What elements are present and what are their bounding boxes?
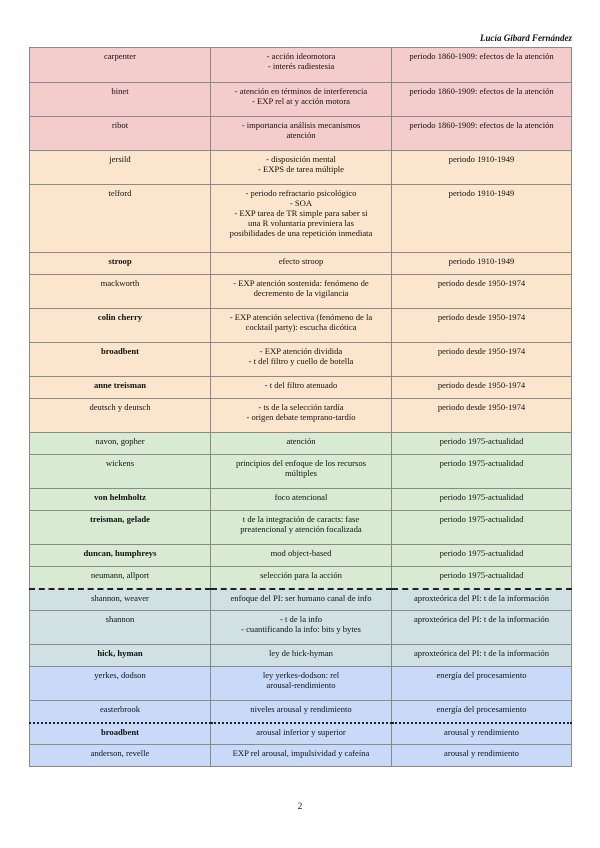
author-cell: deutsch y deutsch [30, 399, 211, 433]
table-row [30, 48, 572, 83]
period-cell: energía del procesamiento [392, 701, 572, 723]
table-row [30, 83, 572, 117]
period-cell: energía del procesamiento [392, 667, 572, 701]
author-cell: shannon, weaver [30, 589, 211, 611]
table-row [30, 377, 572, 399]
contribution-cell: - ts de la selección tardía - origen debate temprano-tardío [211, 399, 392, 433]
contribution-cell: ley de hick-hyman [211, 645, 392, 667]
period-cell: periodo desde 1950-1974 [392, 399, 572, 433]
period-cell: arousal y rendimiento [392, 723, 572, 745]
contribution-cell: selección para la acción [211, 567, 392, 589]
author-cell: broadbent [30, 723, 211, 745]
period-cell: aproxteórica del PI: t de la información [392, 611, 572, 645]
period-cell: periodo desde 1950-1974 [392, 377, 572, 399]
author-cell: ribot [30, 117, 211, 151]
contribution-cell: - periodo refractario psicológico - SOA - EXP tarea de TR simple para saber si una R voluntaria previniera las posibilidades de una repetición inmediata [211, 185, 392, 253]
period-cell: arousal y rendimiento [392, 745, 572, 767]
author-cell: treisman, gelade [30, 511, 211, 545]
author-cell: colin cherry [30, 309, 211, 343]
contribution-cell: - disposición mental - EXPS de tarea múltiple [211, 151, 392, 185]
table-body [30, 48, 572, 767]
table-row [30, 589, 572, 611]
contribution-cell: foco atencional [211, 489, 392, 511]
document-author: Lucía Gibard Fernández [479, 33, 572, 43]
table-row [30, 433, 572, 455]
contribution-cell: enfoque del PI: ser humano canal de info [211, 589, 392, 611]
table-row [30, 745, 572, 767]
table-row [30, 645, 572, 667]
period-cell: periodo 1910-1949 [392, 151, 572, 185]
contribution-cell: - acción ideomotora - interés radiestesia [211, 48, 392, 83]
table-row [30, 667, 572, 701]
period-cell: periodo 1910-1949 [392, 185, 572, 253]
contribution-cell: t de la integración de caracts: fase preatencional y atención focalizada [211, 511, 392, 545]
author-cell: shannon [30, 611, 211, 645]
author-cell: anderson, revelle [30, 745, 211, 767]
author-cell: wickens [30, 455, 211, 489]
author-cell: binet [30, 83, 211, 117]
contribution-cell: - EXP atención selectiva (fenómeno de la cocktail party): escucha dicótica [211, 309, 392, 343]
contribution-cell: - importancia análisis mecanismos atención [211, 117, 392, 151]
contribution-cell: - EXP atención dividida - t del filtro y cuello de botella [211, 343, 392, 377]
contribution-cell: arousal inferior y superior [211, 723, 392, 745]
contribution-cell: ley yerkes-dodson: rel arousal-rendimiento [211, 667, 392, 701]
author-cell: von helmholtz [30, 489, 211, 511]
author-cell: telford [30, 185, 211, 253]
period-cell: periodo 1975-actualidad [392, 511, 572, 545]
table-row [30, 343, 572, 377]
author-cell: stroop [30, 253, 211, 275]
table-row [30, 117, 572, 151]
author-cell: easterbrook [30, 701, 211, 723]
author-cell: anne treisman [30, 377, 211, 399]
period-cell: periodo desde 1950-1974 [392, 343, 572, 377]
period-cell: periodo 1860-1909: efectos de la atención [392, 117, 572, 151]
period-cell: periodo 1975-actualidad [392, 545, 572, 567]
contribution-cell: - EXP atención sostenida: fenómeno de decremento de la vigilancia [211, 275, 392, 309]
contribution-cell: mod object-based [211, 545, 392, 567]
period-cell: periodo 1910-1949 [392, 253, 572, 275]
contribution-cell: - atención en términos de interferencia - EXP rel at y acción motora [211, 83, 392, 117]
table-row [30, 567, 572, 589]
period-cell: aproxteórica del PI: t de la información [392, 589, 572, 611]
period-cell: periodo 1975-actualidad [392, 433, 572, 455]
period-cell: periodo 1860-1909: efectos de la atención [392, 48, 572, 83]
table-row [30, 611, 572, 645]
period-cell: periodo desde 1950-1974 [392, 275, 572, 309]
table-row [30, 185, 572, 253]
contribution-cell: - t del filtro atenuado [211, 377, 392, 399]
author-cell: hick, hyman [30, 645, 211, 667]
table-row [30, 253, 572, 275]
author-cell: neumann, allport [30, 567, 211, 589]
attention-authors-table [29, 47, 572, 767]
contribution-cell: atención [211, 433, 392, 455]
table-row [30, 275, 572, 309]
table-row [30, 511, 572, 545]
contribution-cell: principios del enfoque de los recursos múltiples [211, 455, 392, 489]
contribution-cell: EXP rel arousal, impulsividad y cafeína [211, 745, 392, 767]
contribution-cell: efecto stroop [211, 253, 392, 275]
table-row [30, 701, 572, 723]
period-cell: periodo 1860-1909: efectos de la atención [392, 83, 572, 117]
contribution-cell: - t de la info - cuantificando la info: bits y bytes [211, 611, 392, 645]
page-number: 2 [297, 801, 303, 811]
author-cell: jersild [30, 151, 211, 185]
author-cell: navon, gopher [30, 433, 211, 455]
table-row [30, 151, 572, 185]
table-row [30, 545, 572, 567]
table-row [30, 399, 572, 433]
table-row [30, 489, 572, 511]
period-cell: periodo 1975-actualidad [392, 455, 572, 489]
period-cell: aproxteórica del PI: t de la información [392, 645, 572, 667]
contribution-cell: niveles arousal y rendimiento [211, 701, 392, 723]
author-cell: duncan, humphreys [30, 545, 211, 567]
author-cell: carpenter [30, 48, 211, 83]
table-row [30, 309, 572, 343]
period-cell: periodo 1975-actualidad [392, 567, 572, 589]
table-row [30, 723, 572, 745]
table-row [30, 455, 572, 489]
period-cell: periodo 1975-actualidad [392, 489, 572, 511]
author-cell: mackworth [30, 275, 211, 309]
period-cell: periodo desde 1950-1974 [392, 309, 572, 343]
author-cell: broadbent [30, 343, 211, 377]
author-cell: yerkes, dodson [30, 667, 211, 701]
